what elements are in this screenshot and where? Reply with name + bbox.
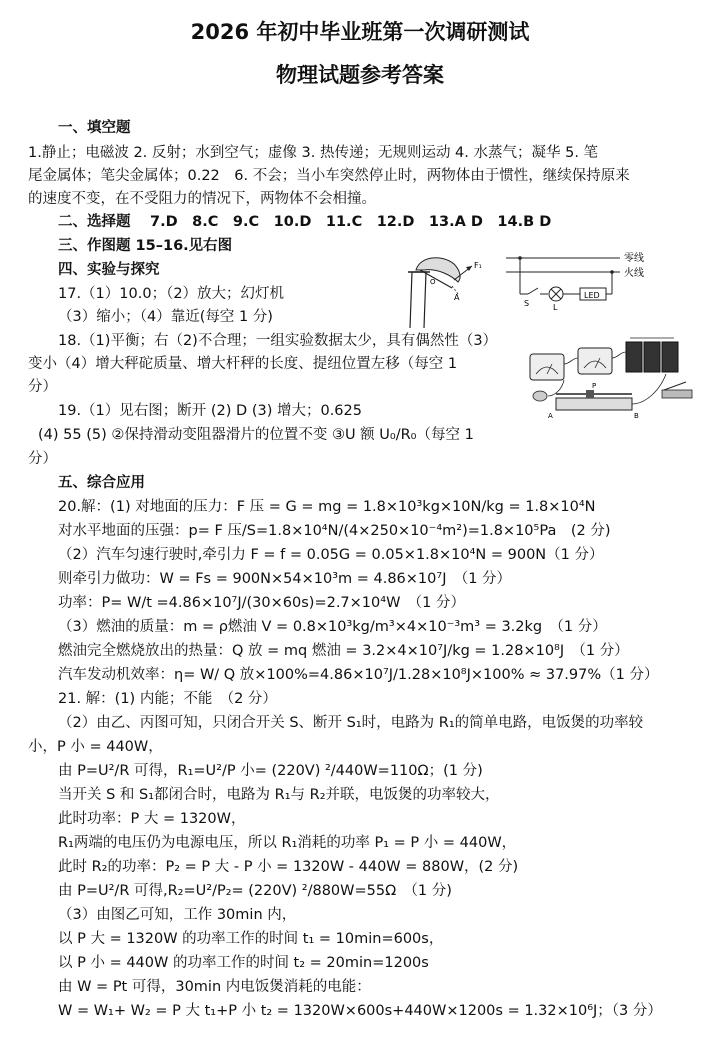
answer-line: 由 P=U²/R 可得，R₁=U²/P 小= (220V) ²/440W=110Ω；(1 分) xyxy=(58,763,483,779)
answer-line: （2）由乙、丙图可知，只闭合开关 S、断开 S₁时，电路为 R₁的简单电路，电饭煲的功率较 xyxy=(58,715,644,731)
answer-line: 18.（1)平衡；右（2)不合理；一组实验数据太少，具有偶然性（3） xyxy=(58,333,498,349)
lever-figure xyxy=(402,250,490,328)
section-heading: 五、综合应用 xyxy=(58,475,145,491)
pivot-label: O xyxy=(430,278,436,286)
answer-line: （3）缩小；（4）靠近(每空 1 分) xyxy=(58,309,273,325)
answer-line: 当开关 S 和 S₁都闭合时，电路为 R₁与 R₂并联，电饭煲的功率较大， xyxy=(58,787,500,803)
answer-line: 此时 R₂的功率：P₂ = P 大 - P 小 = 1320W - 440W = 880W，(2 分) xyxy=(58,859,519,875)
answer-line: 由 P=U²/R 可得,R₂=U²/P₂= (220V) ²/880W=55Ω （1 分) xyxy=(58,883,452,899)
live-wire-label: 火线 xyxy=(624,268,644,279)
rheostat-end-b-label: B xyxy=(634,412,639,420)
page-title: 2026 年初中毕业班第一次调研测试 xyxy=(190,20,530,44)
answer-line: 20.解：(1) 对地面的压力：F 压 = G = mg = 1.8×10³kg×10N/kg = 1.8×10⁴N xyxy=(58,499,596,515)
section-heading: 二、选择题 7.D 8.C 9.C 10.D 11.C 12.D 13.A D 14.B D xyxy=(58,214,552,230)
page-subtitle: 物理试题参考答案 xyxy=(276,63,444,87)
answer-line: 对水平地面的压强：p= F 压/S=1.8×10⁴N/(4×250×10⁻⁴m²)=1.8×10⁵Pa (2 分) xyxy=(58,523,611,539)
answer-line: 则牵引力做功：W = Fs = 900N×54×10³m = 4.86×10⁷J （1 分） xyxy=(58,571,512,587)
answer-line: 19.（1）见右图；断开 (2) D (3) 增大；0.625 xyxy=(58,403,362,419)
rheostat-slider-label: P xyxy=(592,382,597,390)
section-heading: 一、填空题 xyxy=(58,120,131,136)
household-circuit-figure xyxy=(500,248,678,314)
neutral-wire-label: 零线 xyxy=(624,253,644,264)
point-label: A xyxy=(454,293,460,302)
answer-line: 变小（4）增大秤砣质量、增大杆秤的长度、提纽位置左移（每空 1 xyxy=(28,356,458,372)
answer-line: （3）由图乙可知，工作 30min 内， xyxy=(58,907,297,923)
section-heading: 四、实验与探究 xyxy=(58,262,160,278)
answer-line: 21. 解：(1) 内能；不能 （2 分） xyxy=(58,691,277,707)
answer-line: 汽车发动机效率：η= W/ Q 放×100%=4.86×10⁷J/1.28×10⁸J×100% ≈ 37.97%（1 分） xyxy=(58,667,659,683)
switch-label: S xyxy=(524,299,530,308)
section-heading: 三、作图题 15–16.见右图 xyxy=(58,238,233,254)
answer-line: 尾金属体；笔尖金属体；0.22 6. 不会；当小车突然停止时，两物体由于惯性，继续保持原来 xyxy=(28,168,630,184)
answer-line: 1.静止；电磁波 2. 反射；水到空气；虚像 3. 热传递；无规则运动 4. 水蒸气；凝华 5. 笔 xyxy=(28,145,599,161)
answer-line: 以 P 大 = 1320W 的功率工作的时间 t₁ = 10min=600s， xyxy=(58,931,444,947)
answer-line: 分） xyxy=(28,451,57,467)
answer-line: 燃油完全燃烧放出的热量：Q 放 = mq 燃油 = 3.2×4×10⁷J/kg = 1.28×10⁸J （1 分） xyxy=(58,643,629,659)
lamp-label: L xyxy=(553,303,558,312)
answer-line: 功率：P= W/t =4.86×10⁷J/(30×60s)=2.7×10⁴W （1 分） xyxy=(58,595,465,611)
answer-line: 此时功率：P 大 = 1320W， xyxy=(58,811,246,827)
answer-line: 分） xyxy=(28,379,57,395)
answer-line: R₁两端的电压仍为电源电压，所以 R₁消耗的功率 P₁ = P 小 = 440W， xyxy=(58,835,517,851)
answer-line: （3）燃油的质量：m = ρ燃油 V = 0.8×10³kg/m³×4×10⁻³m³ = 3.2kg （1 分） xyxy=(58,619,607,635)
answer-line: 由 W = Pt 可得，30min 内电饭煲消耗的电能： xyxy=(58,979,371,995)
rheostat-end-a-label: A xyxy=(548,412,553,420)
answer-line: （2）汽车匀速行驶时,牵引力 F = f = 0.05G = 0.05×1.8×10⁴N = 900N（1 分） xyxy=(58,547,604,563)
answer-line: W = W₁+ W₂ = P 大 t₁+P 小 t₂ = 1320W×600s+440W×1200s = 1.32×10⁶J；（3 分） xyxy=(58,1003,662,1019)
answer-line: 小，P 小 = 440W， xyxy=(28,739,163,755)
answer-line: 的速度不变，在不受阻力的情况下，两物体不会相撞。 xyxy=(28,191,376,207)
answer-line: (4) 55 (5) ②保持滑动变阻器滑片的位置不变 ③U 额 U₀/R₀（每空 1 xyxy=(38,427,474,443)
answer-line: 17.（1）10.0；（2）放大；幻灯机 xyxy=(58,286,285,302)
led-label: LED xyxy=(584,291,600,300)
answer-line: 以 P 小 = 440W 的功率工作的时间 t₂ = 20min=1200s xyxy=(58,955,429,971)
experiment-circuit-figure xyxy=(526,334,704,426)
force-label: F₁ xyxy=(474,261,482,270)
